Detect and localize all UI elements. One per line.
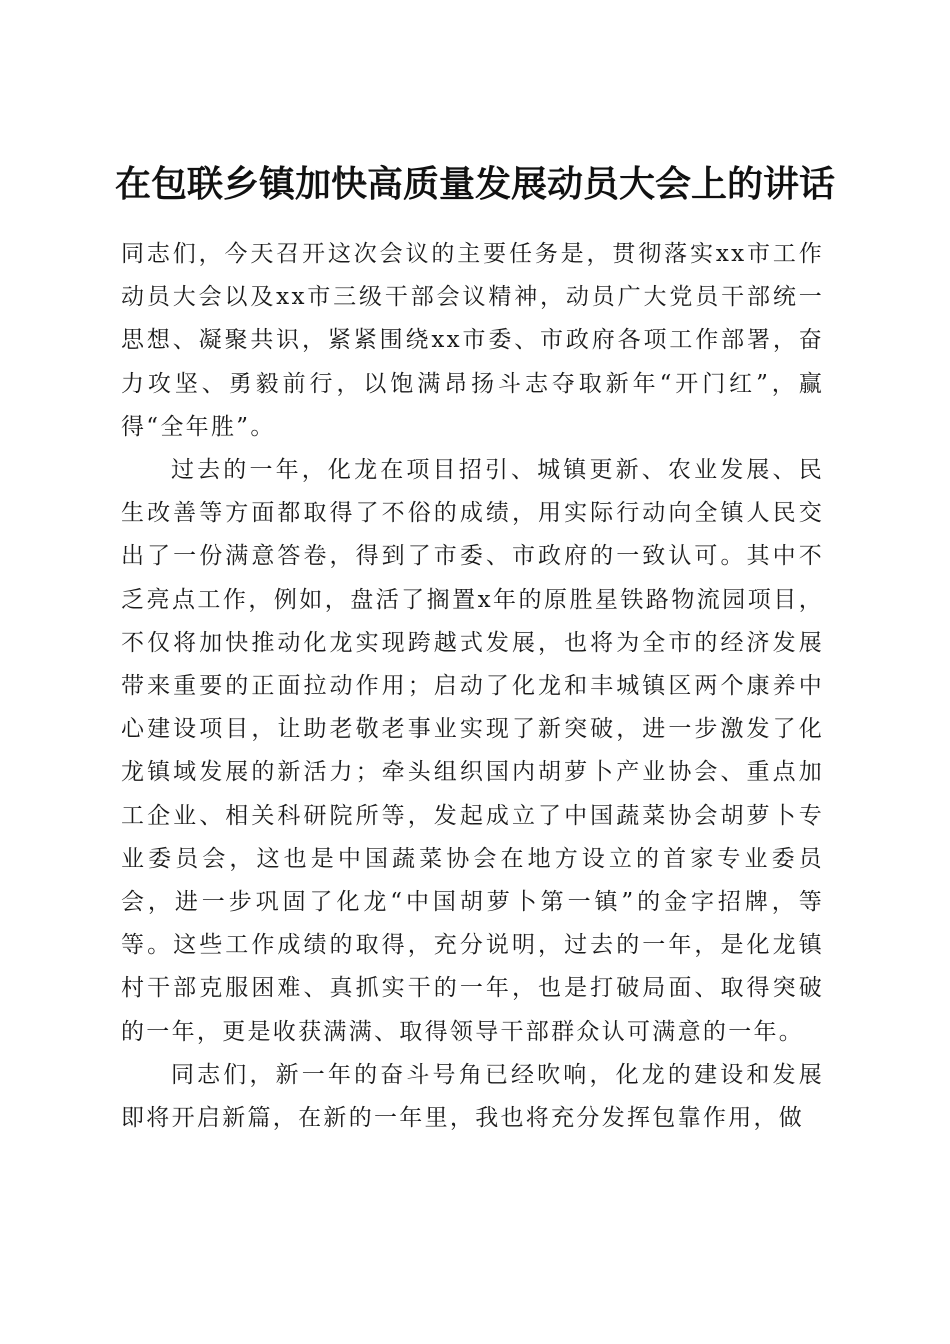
paragraph-outlook: 同志们，新一年的奋斗号角已经吹响，化龙的建设和发展即将开启新篇，在新的一年里，我也将充分发挥包靠作用，做	[121, 1061, 824, 1132]
paragraph-opening: 同志们，今天召开这次会议的主要任务是，贯彻落实xx市工作动员大会以及xx市三级干部会议精神，动员广大党员干部统一思想、凝聚共识，紧紧围绕xx市委、市政府各项工作部署，奋力攻坚、勇毅前行，以饱满昂扬斗志夺取新年“开门红”，赢得“全年胜”。	[121, 241, 824, 440]
document-title: 在包联乡镇加快高质量发展动员大会上的讲话	[114, 163, 835, 206]
document-body	[121, 233, 824, 1140]
paragraph-review: 过去的一年，化龙在项目招引、城镇更新、农业发展、民生改善等方面都取得了不俗的成绩，用实际行动向全镇人民交出了一份满意答卷，得到了市委、市政府的一致认可。其中不乏亮点工作，例如，盘活了搁置x年的原胜星铁路物流园项目，不仅将加快推动化龙实现跨越式发展，也将为全市的经济发展带来重要的正面拉动作用；启动了化龙和丰城镇区两个康养中心建设项目，让助老敬老事业实现了新突破，进一步激发了化龙镇域发展的新活力；牵头组织国内胡萝卜产业协会、重点加工企业、相关科研院所等，发起成立了中国蔬菜协会胡萝卜专业委员会，这也是中国蔬菜协会在地方设立的首家专业委员会，进一步巩固了化龙“中国胡萝卜第一镇”的金字招牌，等等。这些工作成绩的取得，充分说明，过去的一年，是化龙镇村干部克服困难、真抓实干的一年，也是打破局面、取得突破的一年，更是收获满满、取得领导干部群众认可满意的一年。	[121, 457, 824, 1045]
